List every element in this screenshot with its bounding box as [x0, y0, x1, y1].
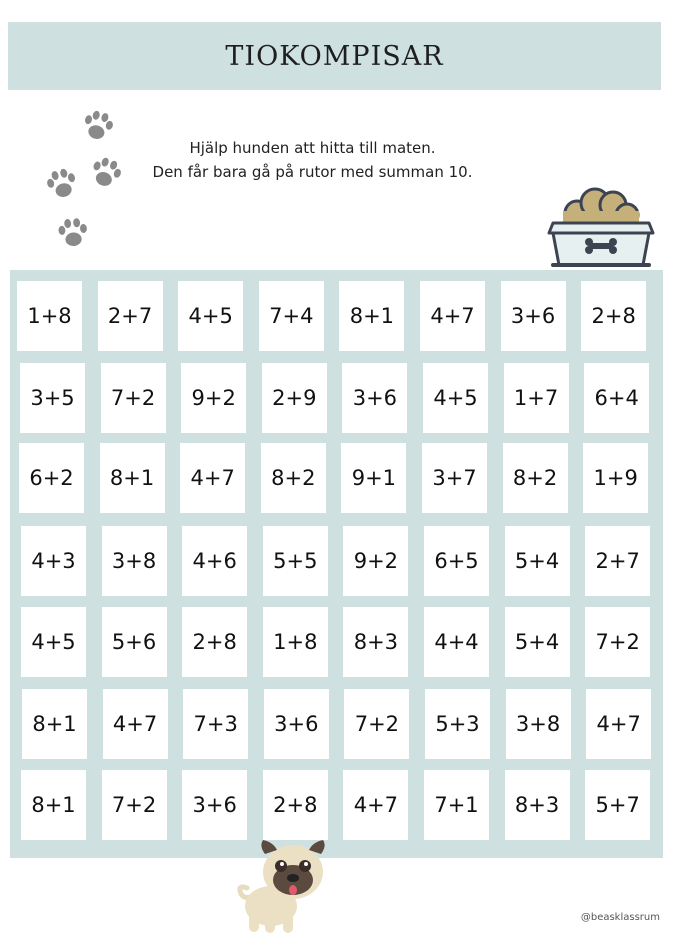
page-title: TIOKOMPISAR	[225, 40, 444, 72]
maze-cell[interactable]: 9+1	[341, 443, 406, 513]
maze-cell[interactable]: 7+2	[344, 689, 409, 759]
maze-cell[interactable]: 3+6	[182, 770, 247, 840]
maze-cell[interactable]: 3+5	[20, 363, 85, 433]
maze-cell[interactable]: 8+3	[343, 607, 408, 677]
maze-cell[interactable]: 1+7	[504, 363, 569, 433]
dog-food-bowl-icon	[545, 185, 657, 270]
instructions	[140, 136, 485, 184]
maze-cell[interactable]: 7+2	[585, 607, 650, 677]
maze-cell[interactable]: 1+8	[17, 281, 82, 351]
maze-cell[interactable]: 6+5	[424, 526, 489, 596]
paw-print-icon	[40, 162, 84, 206]
maze-cell[interactable]: 6+2	[19, 443, 84, 513]
maze-cell[interactable]: 4+7	[586, 689, 651, 759]
maze-cell[interactable]: 2+8	[581, 281, 646, 351]
maze-cell[interactable]: 4+5	[423, 363, 488, 433]
maze-cell[interactable]: 5+4	[505, 607, 570, 677]
maze-cell[interactable]: 5+5	[263, 526, 328, 596]
paw-print-icon	[76, 104, 120, 148]
maze-cell[interactable]: 7+2	[102, 770, 167, 840]
maze-cell[interactable]: 3+6	[342, 363, 407, 433]
maze-cell[interactable]: 3+7	[422, 443, 487, 513]
maze-cell[interactable]: 5+3	[425, 689, 490, 759]
maze-cell[interactable]: 8+3	[505, 770, 570, 840]
maze-cell[interactable]: 4+7	[420, 281, 485, 351]
maze-cell[interactable]: 2+8	[263, 770, 328, 840]
maze-cell[interactable]: 4+5	[21, 607, 86, 677]
instruction-line-2: Den får bara gå på rutor med summan 10.	[152, 163, 473, 181]
maze-cell[interactable]: 4+5	[178, 281, 243, 351]
paw-print-icon	[83, 150, 129, 196]
maze-cell[interactable]: 2+7	[98, 281, 163, 351]
pug-dog-illustration	[233, 838, 331, 934]
maze-cell[interactable]: 5+6	[102, 607, 167, 677]
maze-cell[interactable]: 4+7	[103, 689, 168, 759]
maze-cell[interactable]: 1+9	[583, 443, 648, 513]
instruction-line-1: Hjälp hunden att hitta till maten.	[189, 139, 436, 157]
maze-cell[interactable]: 9+2	[181, 363, 246, 433]
maze-cell[interactable]: 4+7	[180, 443, 245, 513]
credit-handle: @beasklassrum	[580, 912, 660, 923]
maze-cell[interactable]: 8+1	[100, 443, 165, 513]
maze-cell[interactable]: 7+2	[101, 363, 166, 433]
maze-cell[interactable]: 3+8	[102, 526, 167, 596]
maze-cell[interactable]: 4+6	[182, 526, 247, 596]
maze-cell[interactable]: 3+6	[501, 281, 566, 351]
maze-cell[interactable]: 4+4	[424, 607, 489, 677]
maze-cell[interactable]: 5+7	[585, 770, 650, 840]
maze-cell[interactable]: 8+1	[339, 281, 404, 351]
maze-cell[interactable]: 3+8	[506, 689, 571, 759]
maze-cell[interactable]: 1+8	[263, 607, 328, 677]
maze-cell[interactable]: 2+9	[262, 363, 327, 433]
maze-cell[interactable]: 8+2	[261, 443, 326, 513]
maze-cell[interactable]: 7+4	[259, 281, 324, 351]
maze-cell[interactable]: 3+6	[264, 689, 329, 759]
maze-cell[interactable]: 2+7	[585, 526, 650, 596]
maze-cell[interactable]: 7+1	[424, 770, 489, 840]
maze-cell[interactable]: 4+7	[343, 770, 408, 840]
maze-board	[10, 270, 663, 858]
maze-cell[interactable]: 6+4	[584, 363, 649, 433]
maze-cell[interactable]: 8+1	[22, 689, 87, 759]
maze-cell[interactable]: 8+2	[503, 443, 568, 513]
title-banner	[8, 22, 661, 90]
maze-cell[interactable]: 7+3	[183, 689, 248, 759]
maze-cell[interactable]: 9+2	[343, 526, 408, 596]
maze-cell[interactable]: 8+1	[21, 770, 86, 840]
maze-cell[interactable]: 5+4	[505, 526, 570, 596]
maze-cell[interactable]: 2+8	[182, 607, 247, 677]
paw-print-icon	[53, 213, 92, 252]
maze-cell[interactable]: 4+3	[21, 526, 86, 596]
